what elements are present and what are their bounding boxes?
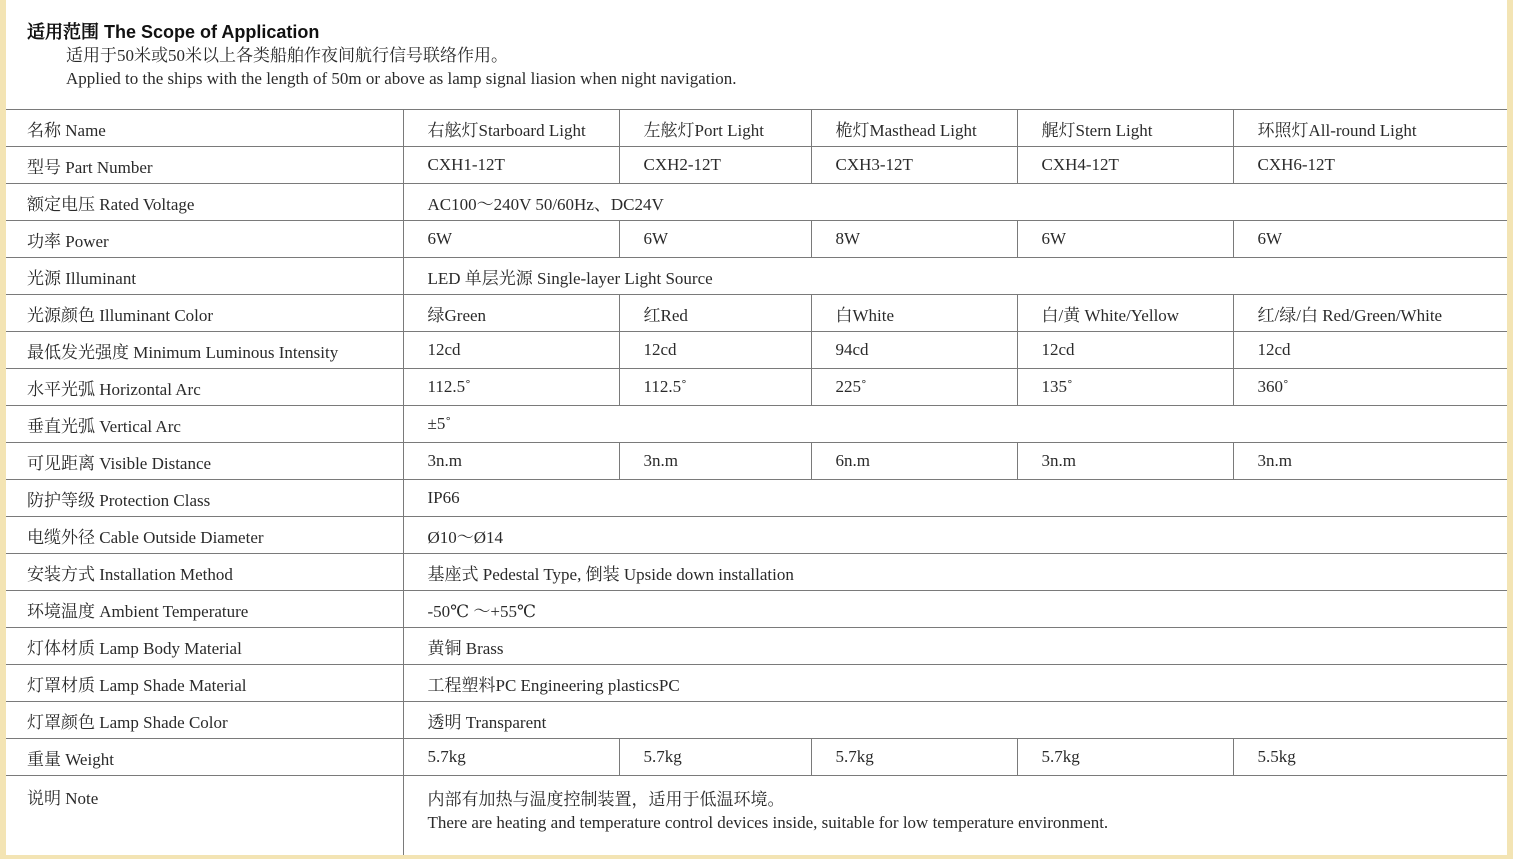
row-label: 灯体材质 Lamp Body Material: [6, 628, 403, 665]
table-cell: AC100～240V 50/60Hz、DC24V: [403, 184, 1507, 221]
table-row-voltage: [6, 184, 1507, 221]
row-label: 环境温度 Ambient Temperature: [6, 591, 403, 628]
row-label: 灯罩颜色 Lamp Shade Color: [6, 702, 403, 739]
row-label: 最低发光强度 Minimum Luminous Intensity: [6, 332, 403, 369]
table-cell: 12cd: [1233, 332, 1507, 369]
table-cell: 6W: [403, 221, 619, 258]
table-cell: 5.7kg: [1017, 739, 1233, 776]
row-label: 灯罩材质 Lamp Shade Material: [6, 665, 403, 702]
row-label: 电缆外径 Cable Outside Diameter: [6, 517, 403, 554]
table-cell: 5.7kg: [811, 739, 1017, 776]
table-cell: CXH2-12T: [619, 147, 811, 184]
table-row-ambient: [6, 591, 1507, 628]
table-row-cable: [6, 517, 1507, 554]
scope-text-en: Applied to the ships with the length of 50m or above as lamp signal liasion when night navigation.: [66, 69, 737, 88]
row-label: 说明 Note: [6, 776, 403, 856]
row-label: 垂直光弧 Vertical Arc: [6, 406, 403, 443]
row-label: 名称 Name: [6, 110, 403, 147]
table-row-vertical-arc: [6, 406, 1507, 443]
row-label: 水平光弧 Horizontal Arc: [6, 369, 403, 406]
row-label: 光源颜色 Illuminant Color: [6, 295, 403, 332]
table-row-illuminant: [6, 258, 1507, 295]
table-cell: 12cd: [1017, 332, 1233, 369]
table-cell: 8W: [811, 221, 1017, 258]
table-cell: LED 单层光源 Single-layer Light Source: [403, 258, 1507, 295]
table-cell: ±5˚: [403, 406, 1507, 443]
table-cell: 红/绿/白 Red/Green/White: [1233, 295, 1507, 332]
scope-section: [27, 20, 736, 90]
table-cell: 绿Green: [403, 295, 619, 332]
table-cell: 12cd: [403, 332, 619, 369]
row-label: 功率 Power: [6, 221, 403, 258]
table-cell: 3n.m: [619, 443, 811, 480]
table-cell: 360˚: [1233, 369, 1507, 406]
table-cell: 5.5kg: [1233, 739, 1507, 776]
table-row-name: [6, 110, 1507, 147]
table-cell: 3n.m: [1233, 443, 1507, 480]
table-row-shade-color: [6, 702, 1507, 739]
table-cell: 112.5˚: [403, 369, 619, 406]
table-cell: 112.5˚: [619, 369, 811, 406]
scope-title: 适用范围 The Scope of Application: [27, 22, 320, 42]
table-cell: 6W: [1233, 221, 1507, 258]
table-cell: 黄铜 Brass: [403, 628, 1507, 665]
table-row-illuminant-color: [6, 295, 1507, 332]
table-cell: CXH6-12T: [1233, 147, 1507, 184]
table-cell: 环照灯All-round Light: [1233, 110, 1507, 147]
row-label: 可见距离 Visible Distance: [6, 443, 403, 480]
table-cell: CXH1-12T: [403, 147, 619, 184]
table-cell: 6n.m: [811, 443, 1017, 480]
table-cell: 左舷灯Port Light: [619, 110, 811, 147]
table-row-power: [6, 221, 1507, 258]
table-cell: 3n.m: [1017, 443, 1233, 480]
table-row-part-number: [6, 147, 1507, 184]
table-row-distance: [6, 443, 1507, 480]
row-label: 型号 Part Number: [6, 147, 403, 184]
table-row-installation: [6, 554, 1507, 591]
table-cell: 135˚: [1017, 369, 1233, 406]
scope-text-cn: 适用于50米或50米以上各类船舶作夜间航行信号联络作用。: [66, 46, 508, 65]
table-cell: 桅灯Masthead Light: [811, 110, 1017, 147]
table-cell: 6W: [619, 221, 811, 258]
table-cell: 白White: [811, 295, 1017, 332]
table-cell: 透明 Transparent: [403, 702, 1507, 739]
table-cell: CXH4-12T: [1017, 147, 1233, 184]
table-cell: 基座式 Pedestal Type, 倒装 Upside down installation: [403, 554, 1507, 591]
note-cell: [403, 776, 1507, 856]
table-cell: 艉灯Stern Light: [1017, 110, 1233, 147]
table-cell: 225˚: [811, 369, 1017, 406]
table-row-note: [6, 776, 1507, 856]
table-row-weight: [6, 739, 1507, 776]
row-label: 额定电压 Rated Voltage: [6, 184, 403, 221]
table-cell: 工程塑料PC Engineering plasticsPC: [403, 665, 1507, 702]
row-label: 安装方式 Installation Method: [6, 554, 403, 591]
table-cell: -50℃ ～+55℃: [403, 591, 1507, 628]
table-cell: IP66: [403, 480, 1507, 517]
note-text-cn: 内部有加热与温度控制装置，适用于低温环境。: [427, 790, 785, 809]
table-row-body-material: [6, 628, 1507, 665]
table-cell: 红Red: [619, 295, 811, 332]
table-cell: 白/黄 White/Yellow: [1017, 295, 1233, 332]
table-cell: 5.7kg: [403, 739, 619, 776]
table-cell: CXH3-12T: [811, 147, 1017, 184]
table-cell: 右舷灯Starboard Light: [403, 110, 619, 147]
table-cell: 94cd: [811, 332, 1017, 369]
spec-table: [6, 109, 1507, 855]
note-text-en: There are heating and temperature control devices inside, suitable for low temperature environment.: [427, 813, 1109, 832]
table-cell: 6W: [1017, 221, 1233, 258]
spec-sheet: [6, 0, 1507, 855]
table-cell: 12cd: [619, 332, 811, 369]
table-row-protection: [6, 480, 1507, 517]
table-cell: Ø10～Ø14: [403, 517, 1507, 554]
table-row-shade-material: [6, 665, 1507, 702]
row-label: 光源 Illuminant: [6, 258, 403, 295]
table-row-horizontal-arc: [6, 369, 1507, 406]
row-label: 重量 Weight: [6, 739, 403, 776]
row-label: 防护等级 Protection Class: [6, 480, 403, 517]
table-row-intensity: [6, 332, 1507, 369]
table-cell: 5.7kg: [619, 739, 811, 776]
table-cell: 3n.m: [403, 443, 619, 480]
